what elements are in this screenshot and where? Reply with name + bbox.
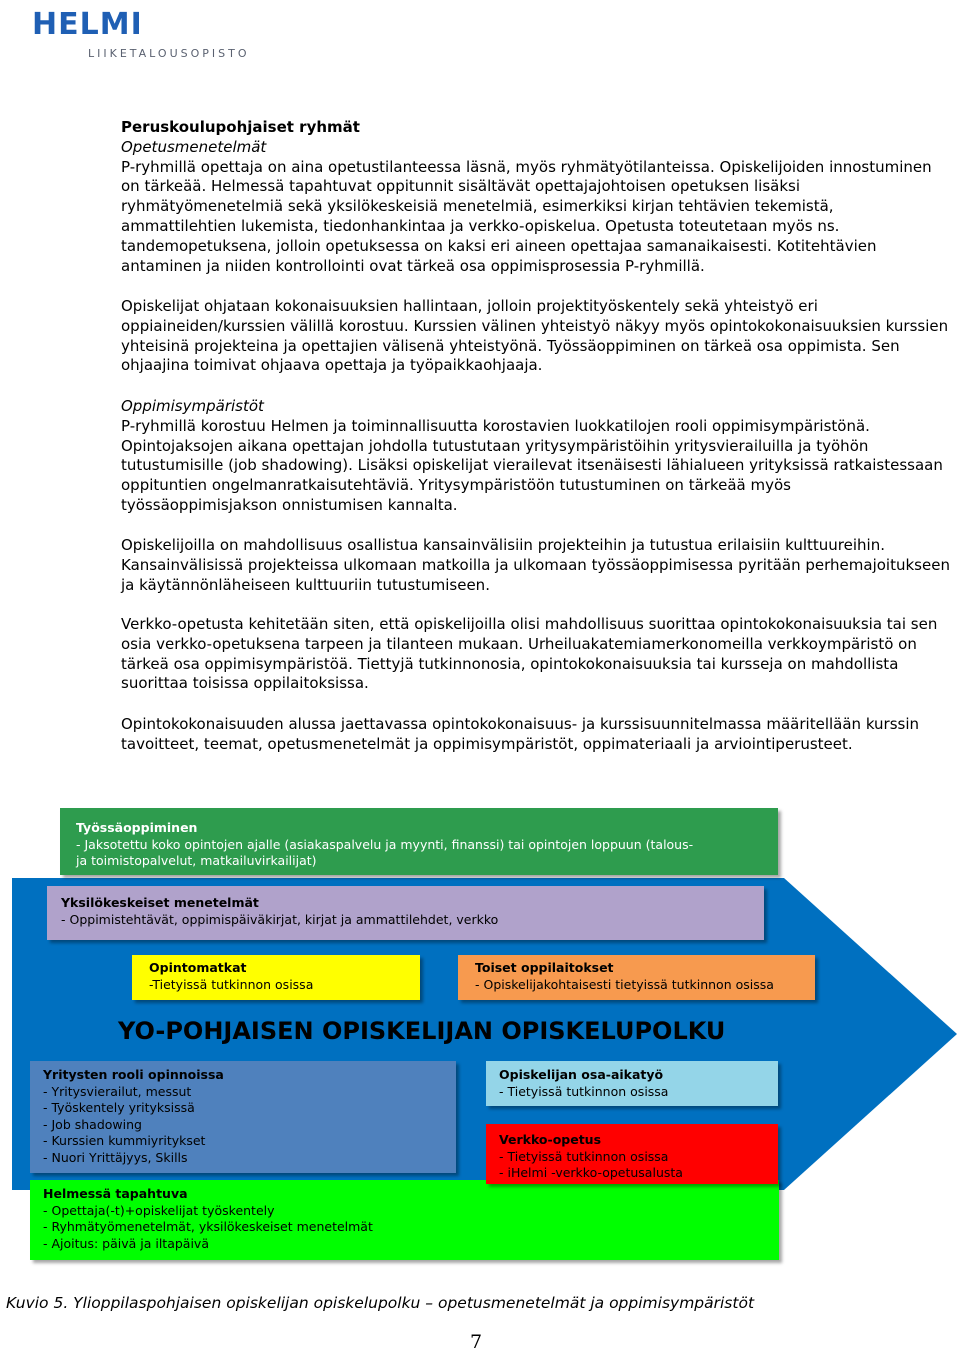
opintomatkat-box [132,955,420,1000]
tyossaoppiminen-line-1: - Jaksotettu koko opintojen ajalle (asiakaspalvelu ja myynti, finanssi) tai opintojen loppuun (talous- [76,836,694,852]
subheading-oppimisymparistot: Oppimisympäristöt [121,397,264,415]
helmessa-item: - Opettaja(-t)+opiskelijat työskentely [43,1202,275,1218]
section-subheading: Opetusmenetelmät [121,137,267,156]
paragraph-3: P-ryhmillä korostuu Helmen ja toiminnallisuutta korostavien luokkatilojen rooli oppimisympäristönä. Opintojaksojen aikana opettajan johdolla tutustutaan yritysympäristöihin yritysvierailuilla ja työhön tutustumisille (job shadowing). Lisäksi opiskelijat vierailevat itsenäisesti lähialueen yrityksissä ratkaistessaan oppituntien ongelmanratkaisutehtäviä. Yritysympäristöön tutustuminen on tärkeää myös työssäoppimisjakson onnistumisen kannalta. [121,416,943,514]
yritysten-item: - Yritysvierailut, messut [43,1083,192,1099]
yritysten-rooli-box [30,1061,456,1173]
logo-mark: HELMI [32,7,143,42]
osa-aikatyo-line-1: - Tietyissä tutkinnon osissa [499,1083,669,1099]
osa-aikatyo-box [486,1061,778,1106]
helmessa-box [30,1180,779,1260]
paragraph-5: Verkko-opetusta kehitetään siten, että opiskelijoilla olisi mahdollisuus suorittaa opintokokonaisuuksia tai sen osia verkko-opetuksena tarpeen ja tilanteen mukaan. Urheiluakatemiamerkonomeilla verkkoympäristö on tärkeä osa oppimisympäristöä. Tiettyjä tutkinnonosia, opintokokonaisuuksia tai kursseja on mahdollista suorittaa toisissa oppilaitoksissa. [121,615,938,693]
logo-subtitle: LIIKETALOUSOPISTO [88,47,250,60]
yksilokeskeiset-box [47,886,764,940]
section-heading: Peruskoulupohjaiset ryhmät [121,118,360,136]
diagram-banner: YO-POHJAISEN OPISKELIJAN OPISKELUPOLKU [118,1017,726,1045]
paragraph-2: Opiskelijat ohjataan kokonaisuuksien hallintaan, jolloin projektityöskentely sekä yhteistyö eri oppiaineiden/kurssien välillä korostuu. Kurssien välinen yhteistyö näkyy myös opintokokonaisuuksien kurssien yhteisinä projekteina ja opettajien välisenä yhteistyönä. Työssäoppiminen on tärkeä osa oppimista. Sen ohjaajina toimivat ohjaava opettaja ja työpaikkaohjaaja. [121,297,949,375]
verkko-line-2: - iHelmi -verkko-opetusalusta [499,1165,683,1180]
verkko-title: Verkko-opetus [499,1132,602,1147]
helmessa-title: Helmessä tapahtuva [43,1186,188,1201]
verkko-opetus-box [486,1124,778,1184]
paragraph-block-2 [121,297,951,376]
section-intro [121,118,951,276]
opintomatkat-title: Opintomatkat [149,960,247,975]
verkko-line-1: - Tietyissä tutkinnon osissa [499,1148,669,1164]
paragraph-block-6 [121,715,951,755]
helmessa-item: - Ryhmätyömenetelmät, yksilökeskeiset menetelmät [43,1219,373,1234]
tyossaoppiminen-title: Työssäoppiminen [76,820,198,835]
osa-aikatyo-title: Opiskelijan osa-aikatyö [499,1067,664,1082]
yritysten-item: - Nuori Yrittäjyys, Skills [43,1149,188,1165]
opintomatkat-line-1: -Tietyissä tutkinnon osissa [149,976,314,992]
page-number: 7 [470,1331,483,1353]
paragraph-1: P-ryhmillä opettaja on aina opetustilanteessa läsnä, myös ryhmätyötilanteissa. Opiskelijoiden innostuminen on tärkeää. Helmessä tapahtuvat oppitunnit sisältävät opettajajohtoisen opetuksen lisäksi ryhmätyömenetelmiä sekä yksilökeskeisiä menetelmiä, esimerkiksi kirjan tehtävien tekemistä, ammattilehtien lukemista, tiedonhankintaa ja verkko-opiskelua. Opetusta toteutetaan myös ns. tandemopetuksena, jolloin opetuksessa on kaksi eri aineen opettajaa samanaikaisesti. Kotitehtävien antaminen ja niiden kontrollointi ovat tärkeä osa oppimisprosessia P-ryhmillä. [121,157,932,275]
paragraph-6: Opintokokonaisuuden alussa jaettavassa opintokokonaisuus- ja kurssisuunnitelmassa määritellään kurssin tavoitteet, teemat, opetusmenetelmät ja oppimisympäristöt, oppimateriaali ja arviointiperusteet. [121,715,920,753]
helmi-logo [32,7,272,60]
toiset-title: Toiset oppilaitokset [475,960,614,975]
tyossaoppiminen-line-2: ja toimistopalvelut, matkailuvirkailijat) [76,853,317,868]
toiset-line-1: - Opiskelijakohtaisesti tietyissä tutkinnon osissa [475,976,774,992]
yksilokeskeiset-title: Yksilökeskeiset menetelmät [61,895,259,910]
yritysten-item: - Kurssien kummiyritykset [43,1133,206,1148]
paragraph-block-4 [121,536,951,595]
yritysten-item: - Job shadowing [43,1116,142,1132]
helmessa-item: - Ajoitus: päivä ja iltapäivä [43,1235,209,1251]
yksilokeskeiset-line-1: - Oppimistehtävät, oppimispäiväkirjat, kirjat ja ammattilehdet, verkko [61,911,499,927]
yritysten-item: - Työskentely yrityksissä [43,1100,195,1115]
toiset-oppilaitokset-box [458,955,815,1000]
paragraph-4: Opiskelijoilla on mahdollisuus osallistua kansainvälisiin projekteihin ja tutustua erilaisiin kulttuureihin. Kansainvälisissä projekteissa ulkomaan matkoilla ja ulkomaan työssäoppimisessa pyritään perhemajoitukseen ja käytännönläheiseen kulttuuriin tutustumiseen. [121,536,950,594]
paragraph-block-3 [121,397,951,516]
paragraph-block-5 [121,615,951,694]
yritysten-title: Yritysten rooli opinnoissa [43,1067,224,1082]
figure-caption: Kuvio 5. Ylioppilaspohjaisen opiskelijan opiskelupolku – opetusmenetelmät ja oppimisympäristöt [6,1294,755,1312]
tyossaoppiminen-box [60,808,778,875]
